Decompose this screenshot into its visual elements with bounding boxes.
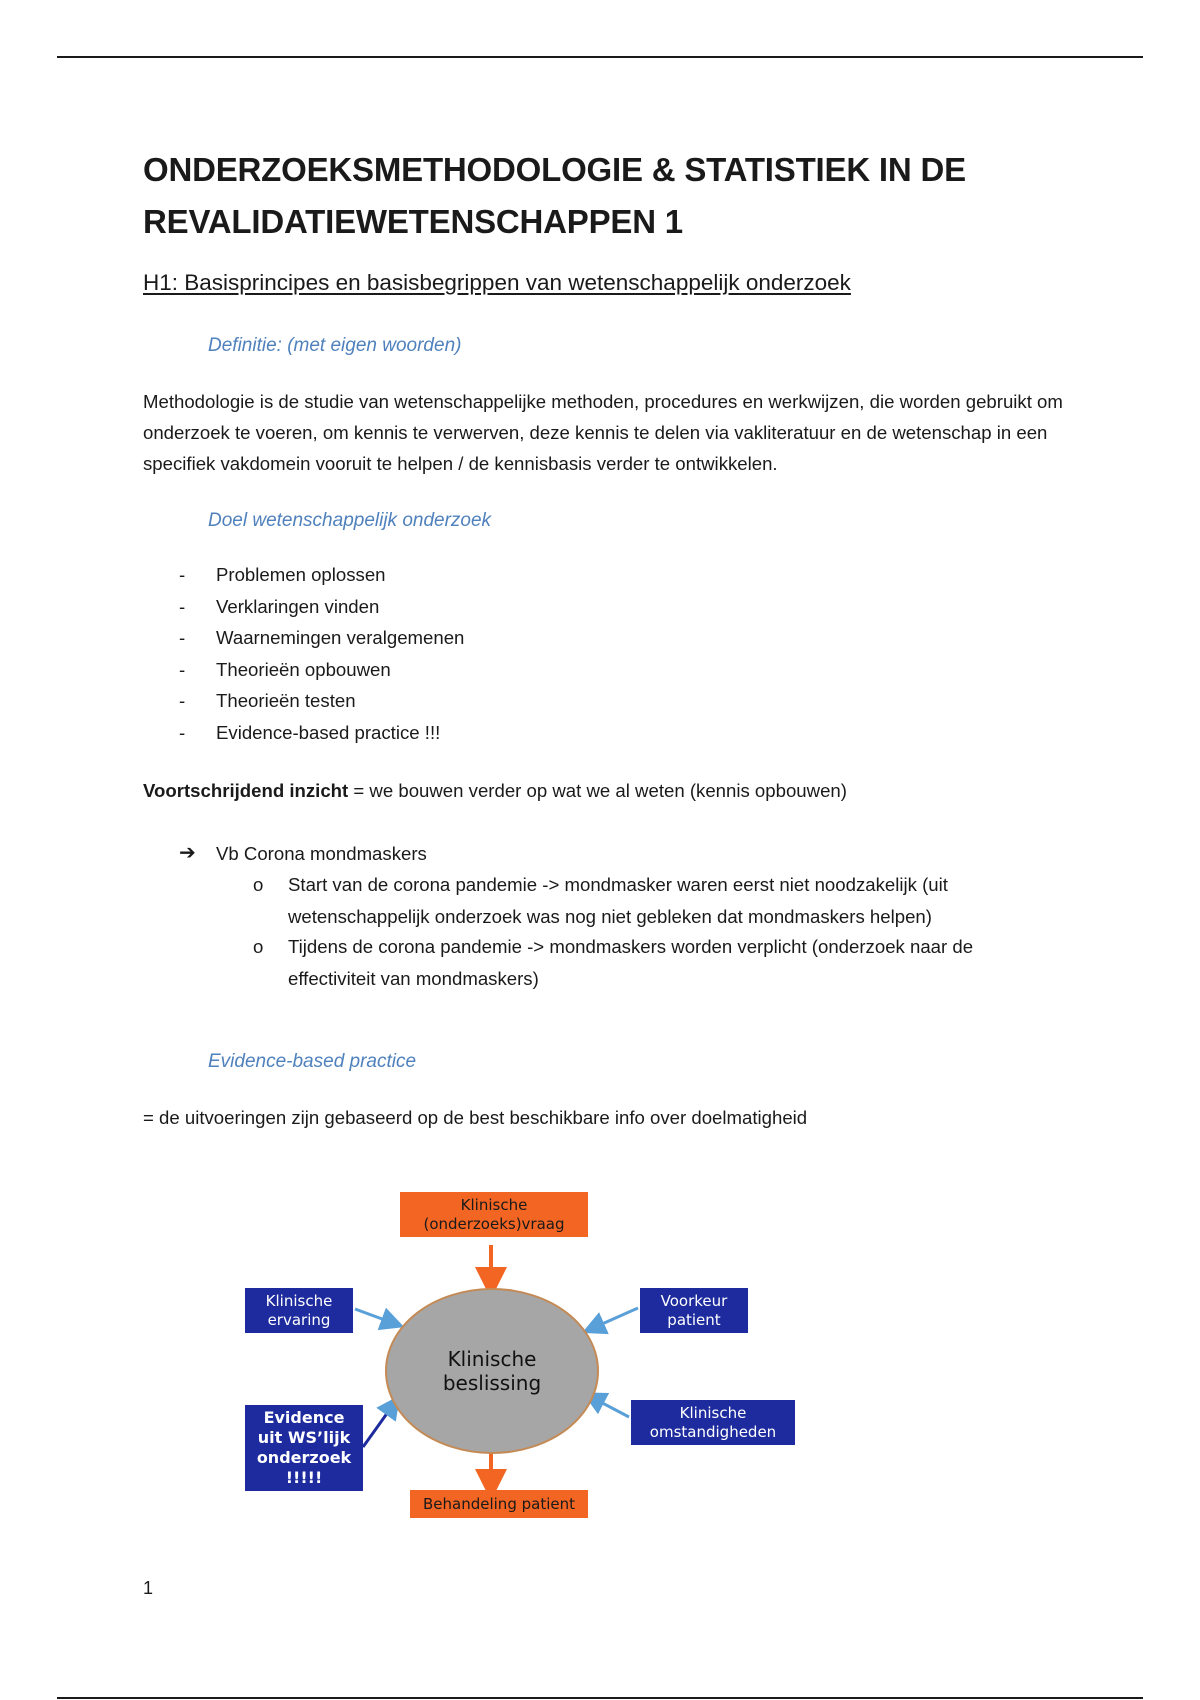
bullet-dash: -	[179, 595, 186, 617]
circle-bullet-icon: o	[253, 874, 264, 895]
example-point-text: Start van de corona pandemie -> mondmasker waren eerst niet noodzakelijk (uit wetenschappelijk onderzoek was nog niet gebleken dat mondmaskers helpen)	[288, 874, 948, 927]
box-text: Voorkeur	[660, 1291, 728, 1310]
bullet-dash: -	[179, 721, 186, 743]
box-text: Klinische	[679, 1403, 747, 1422]
page-number: 1	[143, 1578, 154, 1598]
bullet-dash: -	[179, 658, 186, 680]
ellipse-text: Klinische	[447, 1347, 537, 1371]
box-text: onderzoek	[256, 1448, 352, 1467]
box-patient-treatment	[410, 1490, 588, 1518]
list-item-text: Verklaringen vinden	[216, 595, 380, 617]
box-text: !!!!!	[285, 1468, 323, 1487]
box-clinical-experience	[245, 1288, 353, 1333]
chapter-heading: H1: Basisprincipes en basisbegrippen van wetenschappelijk onderzoek	[143, 270, 851, 295]
example-point-text: Tijdens de corona pandemie -> mondmaskers worden verplicht (onderzoek naar de effectiviteit van mondmaskers)	[288, 936, 974, 989]
box-text: ervaring	[267, 1310, 331, 1329]
box-scientific-evidence	[245, 1405, 363, 1491]
ebp-diagram	[243, 1185, 803, 1525]
box-clinical-circumstances	[631, 1400, 795, 1445]
box-patient-preference	[640, 1288, 748, 1333]
box-text: Behandeling patient	[423, 1494, 575, 1513]
ebp-heading: Evidence-based practice	[208, 1051, 417, 1072]
arrow-right-bottom	[593, 1398, 629, 1417]
example-text: Vb Corona mondmaskers	[216, 843, 427, 864]
box-text: Evidence	[263, 1408, 345, 1427]
bullet-dash: -	[179, 690, 186, 712]
circle-bullet-icon: o	[253, 936, 264, 957]
list-item-text: Waarnemingen veralgemenen	[216, 627, 465, 649]
box-text: uit WS’lijk	[257, 1428, 351, 1447]
ellipse-text: beslissing	[442, 1371, 542, 1395]
ebp-paragraph: = de uitvoeringen zijn gebaseerd op de best beschikbare info over doelmatigheid	[143, 1107, 808, 1128]
box-text: patient	[667, 1310, 721, 1329]
title-line-1: ONDERZOEKSMETHODOLOGIE & STATISTIEK IN DE	[143, 151, 966, 188]
box-text: (onderzoeks)vraag	[423, 1214, 565, 1233]
arrow-right-top	[593, 1308, 638, 1328]
bullet-dash: -	[179, 564, 186, 585]
arrow-left-top	[355, 1309, 393, 1323]
box-text: Klinische	[460, 1195, 528, 1214]
list-item-text: Problemen oplossen	[216, 564, 386, 585]
bullet-dash: -	[179, 627, 186, 649]
footer-rule	[57, 1697, 1143, 1699]
title-line-2: REVALIDATIEWETENSCHAPPEN 1	[143, 203, 683, 240]
insight-term: Voortschrijdend inzicht	[143, 780, 349, 801]
box-clinical-question	[400, 1192, 588, 1237]
arrow-left-bottom	[363, 1405, 393, 1447]
header-rule	[57, 56, 1143, 58]
list-item-text: Evidence-based practice !!!	[216, 721, 441, 743]
arrow-right-icon: ➔	[179, 842, 196, 864]
definition-paragraph: Methodologie is de studie van wetenschappelijke methoden, procedures en werkwijzen, die worden gebruikt om onderzoek te voeren, om kennis te verwerven, deze kennis te delen via vakliteratuur en de wetenschap in een specifiek vakdomein vooruit te helpen / de kennisbasis verder te ontwikkelen.	[143, 391, 1063, 474]
center-clinical-decision	[385, 1288, 599, 1454]
box-text: omstandigheden	[649, 1422, 777, 1441]
box-text: Klinische	[265, 1291, 333, 1310]
document-title	[143, 144, 1043, 248]
definition-heading: Definitie: (met eigen woorden)	[208, 335, 462, 356]
insight-paragraph	[143, 775, 1063, 806]
goal-heading: Doel wetenschappelijk onderzoek	[208, 510, 492, 531]
insight-text: = we bouwen verder op wat we al weten (kennis opbouwen)	[348, 780, 847, 801]
list-item-text: Theorieën testen	[216, 690, 356, 712]
list-item-text: Theorieën opbouwen	[216, 658, 391, 680]
